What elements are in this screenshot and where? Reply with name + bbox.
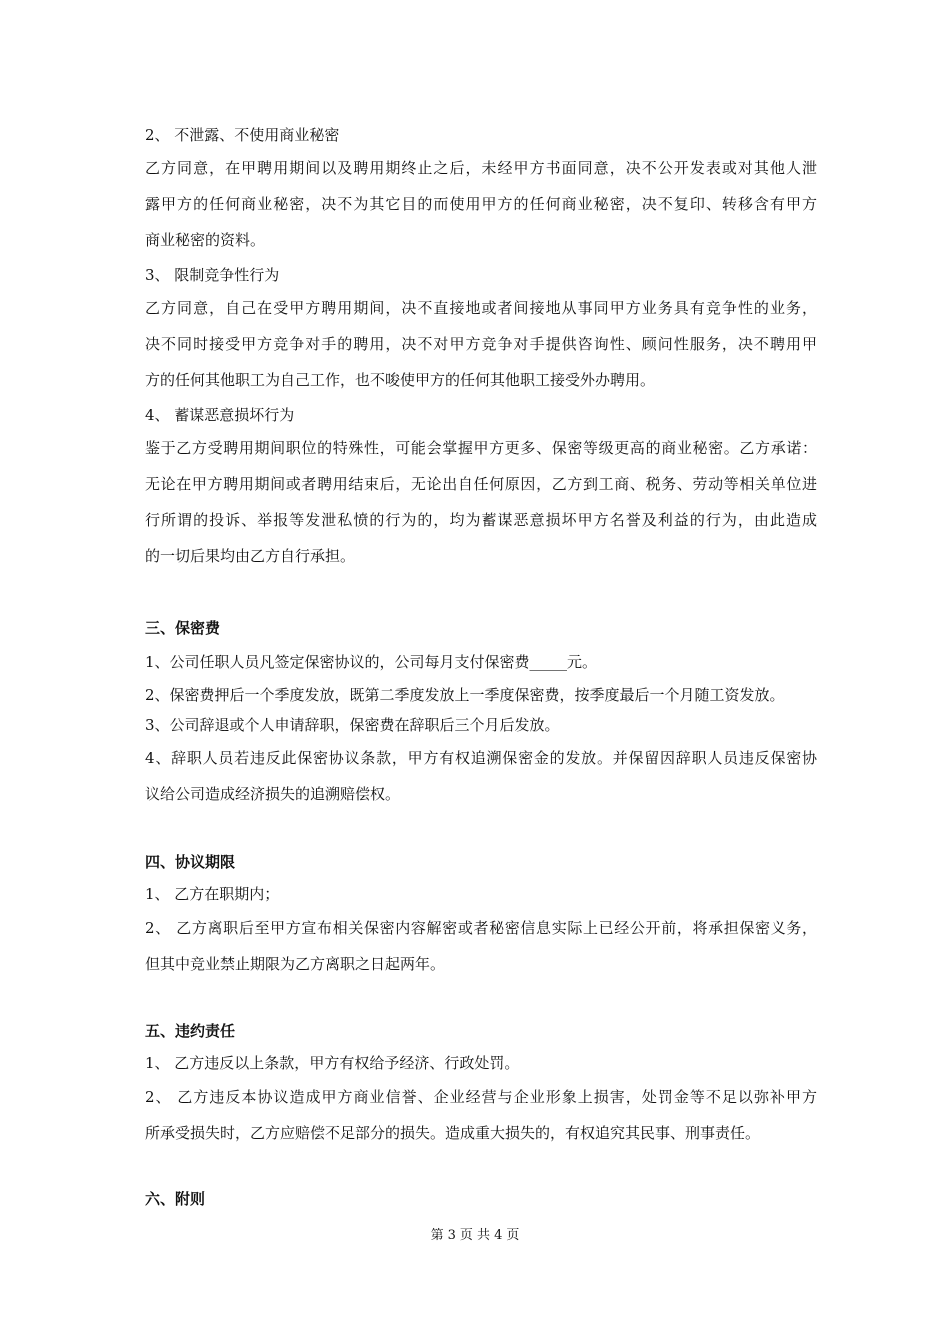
clause-2-title: 2、 不泄露、不使用商业秘密 bbox=[145, 126, 340, 144]
paragraph-line: 1、 乙方违反以上条款，甲方有权给予经济、行政处罚。 bbox=[145, 1054, 520, 1072]
paragraph-line: 4、辞职人员若违反此保密协议条款，甲方有权追溯保密金的发放。并保留因辞职人员违反保密协 bbox=[145, 749, 817, 767]
section-4-heading: 四、协议期限 bbox=[145, 853, 236, 871]
paragraph-line: 无论在甲方聘用期间或者聘用结束后，无论出自任何原因，乙方到工商、税务、劳动等相关单位进 bbox=[145, 475, 817, 493]
footer-suffix: 页 bbox=[506, 1228, 520, 1243]
paragraph-line: 乙方同意，自己在受甲方聘用期间，决不直接地或者间接地从事同甲方业务具有竞争性的业务， bbox=[145, 299, 817, 317]
paragraph-line: 1、 乙方在职期内； bbox=[145, 885, 280, 903]
paragraph-line: 行所谓的投诉、举报等发泄私愤的行为的，均为蓄谋恶意损坏甲方名誉及利益的行为，由此造成 bbox=[145, 511, 817, 529]
paragraph-line: 2、保密费押后一个季度发放，既第二季度发放上一季度保密费，按季度最后一个月随工资发放。 bbox=[145, 686, 785, 704]
paragraph-line: 3、公司辞退或个人申请辞职，保密费在辞职后三个月后发放。 bbox=[145, 716, 560, 734]
paragraph-line: 乙方同意，在甲聘用期间以及聘用期终止之后，未经甲方书面同意，决不公开发表或对其他人泄 bbox=[145, 159, 817, 177]
paragraph-line: 所承受损失时，乙方应赔偿不足部分的损失。造成重大损失的，有权追究其民事、刑事责任。 bbox=[145, 1124, 761, 1142]
page-footer bbox=[0, 1224, 950, 1243]
footer-total-pages: 4 bbox=[494, 1228, 503, 1243]
paragraph-line: 露甲方的任何商业秘密，决不为其它目的而使用甲方的任何商业秘密，决不复印、转移含有甲方 bbox=[145, 195, 817, 213]
section-3-heading: 三、保密费 bbox=[145, 619, 221, 637]
clause-3-title: 3、 限制竞争性行为 bbox=[145, 266, 280, 284]
footer-prefix: 第 bbox=[430, 1228, 444, 1243]
paragraph-line: 2、 乙方违反本协议造成甲方商业信誉、企业经营与企业形象上损害，处罚金等不足以弥补甲方 bbox=[145, 1088, 817, 1106]
paragraph-line: 2、 乙方离职后至甲方宣布相关保密内容解密或者秘密信息实际上已经公开前，将承担保密义务， bbox=[145, 919, 817, 937]
paragraph-line: 议给公司造成经济损失的追溯赔偿权。 bbox=[145, 785, 401, 803]
paragraph-line: 鉴于乙方受聘用期间职位的特殊性，可能会掌握甲方更多、保密等级更高的商业秘密。乙方承诺： bbox=[145, 439, 817, 457]
paragraph-line: 方的任何其他职工为自己工作，也不唆使甲方的任何其他职工接受外办聘用。 bbox=[145, 371, 656, 389]
paragraph-line: 决不同时接受甲方竞争对手的聘用，决不对甲方竞争对手提供咨询性、顾问性服务，决不聘用甲 bbox=[145, 335, 817, 353]
clause-4-title: 4、 蓄谋恶意损坏行为 bbox=[145, 406, 295, 424]
section-6-heading: 六、附则 bbox=[145, 1190, 206, 1208]
paragraph-line: 的一切后果均由乙方自行承担。 bbox=[145, 547, 356, 565]
footer-middle: 页 共 bbox=[459, 1228, 491, 1243]
paragraph-line: 1、公司任职人员凡签定保密协议的，公司每月支付保密费_____元。 bbox=[145, 653, 598, 671]
paragraph-line: 但其中竞业禁止期限为乙方离职之日起两年。 bbox=[145, 955, 446, 973]
paragraph-line: 商业秘密的资料。 bbox=[145, 231, 266, 249]
section-5-heading: 五、违约责任 bbox=[145, 1022, 236, 1040]
footer-page-number: 3 bbox=[447, 1228, 456, 1243]
